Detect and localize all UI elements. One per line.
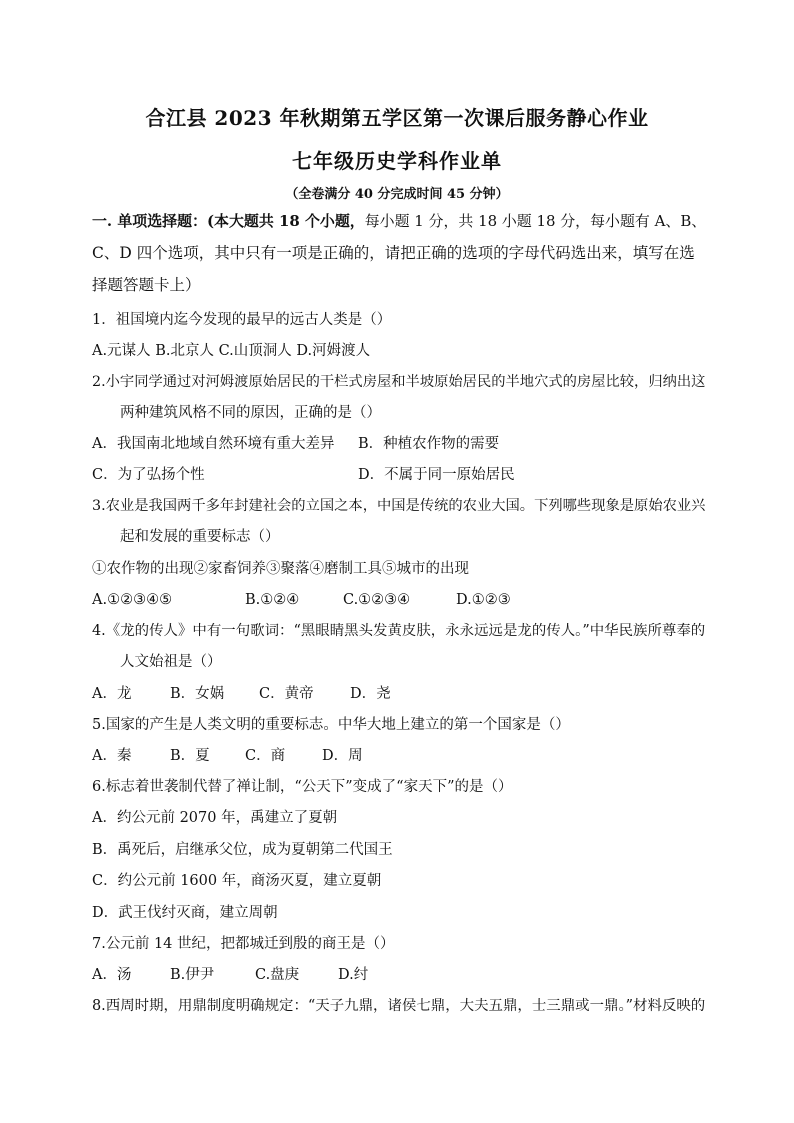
section-instructions-line-2: C、D 四个选项，其中只有一项是正确的，请把正确的选项的字母代码选出来，填写在选: [92, 244, 695, 262]
question-2-option-b: B．种植农作物的需要: [358, 436, 500, 452]
question-4-stem-line-1: 4.《龙的传人》中有一句歌词：“黑眼睛黑头发黄皮肤，永永远远是龙的传人。”中华民族所尊奉的: [92, 623, 706, 639]
section-heading-rest: 每小题 1 分，共 18 小题 18 分，每小题有 A、B、: [364, 212, 707, 230]
question-2-stem-line-1: 2.小宇同学通过对河姆渡原始居民的干栏式房屋和半坡原始居民的半地穴式的房屋比较，归纳出这: [92, 374, 706, 390]
question-6-option-a: A．约公元前 2070 年，禹建立了夏朝: [92, 810, 338, 826]
question-3-option-a: A.①②③④⑤: [92, 592, 173, 608]
document-title: 合江县 2023 年秋期第五学区第一次课后服务静心作业: [145, 106, 649, 130]
question-3-option-b: B.①②④: [245, 592, 300, 608]
question-7-stem: 7.公元前 14 世纪，把都城迁到殷的商王是（）: [92, 936, 395, 952]
question-2-option-a: A．我国南北地域自然环境有重大差异: [92, 436, 335, 452]
question-6-stem: 6.标志着世袭制代替了禅让制，“公天下”变成了“家天下”的是（）: [92, 779, 513, 795]
section-heading-bold: 一. 单项选择题：(本大题共 18 个小题，: [92, 212, 365, 230]
question-5-option-a: A．秦: [92, 748, 132, 764]
question-8-stem-line-1: 8.西周时期，用鼎制度明确规定：“天子九鼎，诸侯七鼎，大夫五鼎，士三鼎或一鼎。”材料反映的: [92, 998, 706, 1014]
question-6-option-d: D．武王伐纣灭商，建立周朝: [92, 905, 278, 921]
question-4-option-c: C．黄帝: [259, 686, 314, 702]
question-4-stem-line-2: 人文始祖是（）: [120, 654, 222, 670]
question-3-stem-line-2: 起和发展的重要标志（）: [120, 529, 280, 545]
question-3-option-c: C.①②③④: [343, 592, 411, 608]
question-6-option-c: C．约公元前 1600 年，商汤灭夏，建立夏朝: [92, 873, 382, 889]
question-7-option-c: C.盘庚: [255, 967, 300, 983]
document-subtitle: 七年级历史学科作业单: [292, 149, 502, 173]
question-2-option-c: C．为了弘扬个性: [92, 467, 205, 483]
question-7-option-d: D.纣: [338, 967, 369, 983]
section-instructions-line-3: 择题答题卡上）: [92, 276, 201, 294]
question-2-option-d: D．不属于同一原始居民: [358, 467, 515, 483]
question-5-option-c: C．商: [245, 748, 286, 764]
question-5-stem: 5.国家的产生是人类文明的重要标志。中华大地上建立的第一个国家是（）: [92, 717, 570, 733]
section-heading: [92, 211, 706, 231]
question-2-stem-line-2: 两种建筑风格不同的原因，正确的是（）: [120, 405, 381, 421]
question-3-option-d: D.①②③: [456, 592, 511, 608]
question-5-option-d: D．周: [322, 748, 363, 764]
question-1-options: A.元谋人 B.北京人 C.山顶洞人 D.河姆渡人: [92, 343, 371, 359]
question-1-stem: 1．祖国境内迄今发现的最早的远古人类是（）: [92, 312, 392, 328]
question-5-option-b: B．夏: [170, 748, 210, 764]
question-4-option-d: D．尧: [350, 686, 391, 702]
question-4-option-a: A．龙: [92, 686, 132, 702]
question-7-option-b: B.伊尹: [170, 967, 215, 983]
question-7-option-a: A．汤: [92, 967, 132, 983]
question-6-option-b: B．禹死后，启继承父位，成为夏朝第二代国王: [92, 842, 393, 858]
question-4-option-b: B．女娲: [170, 686, 225, 702]
exam-note: （全卷满分 40 分完成时间 45 分钟）: [285, 187, 509, 202]
question-3-stem-line-1: 3.农业是我国两千多年封建社会的立国之本，中国是传统的农业大国。下列哪些现象是原始农业兴: [92, 498, 706, 514]
question-3-items: ①农作物的出现②家畜饲养③聚落④磨制工具⑤城市的出现: [92, 561, 469, 577]
